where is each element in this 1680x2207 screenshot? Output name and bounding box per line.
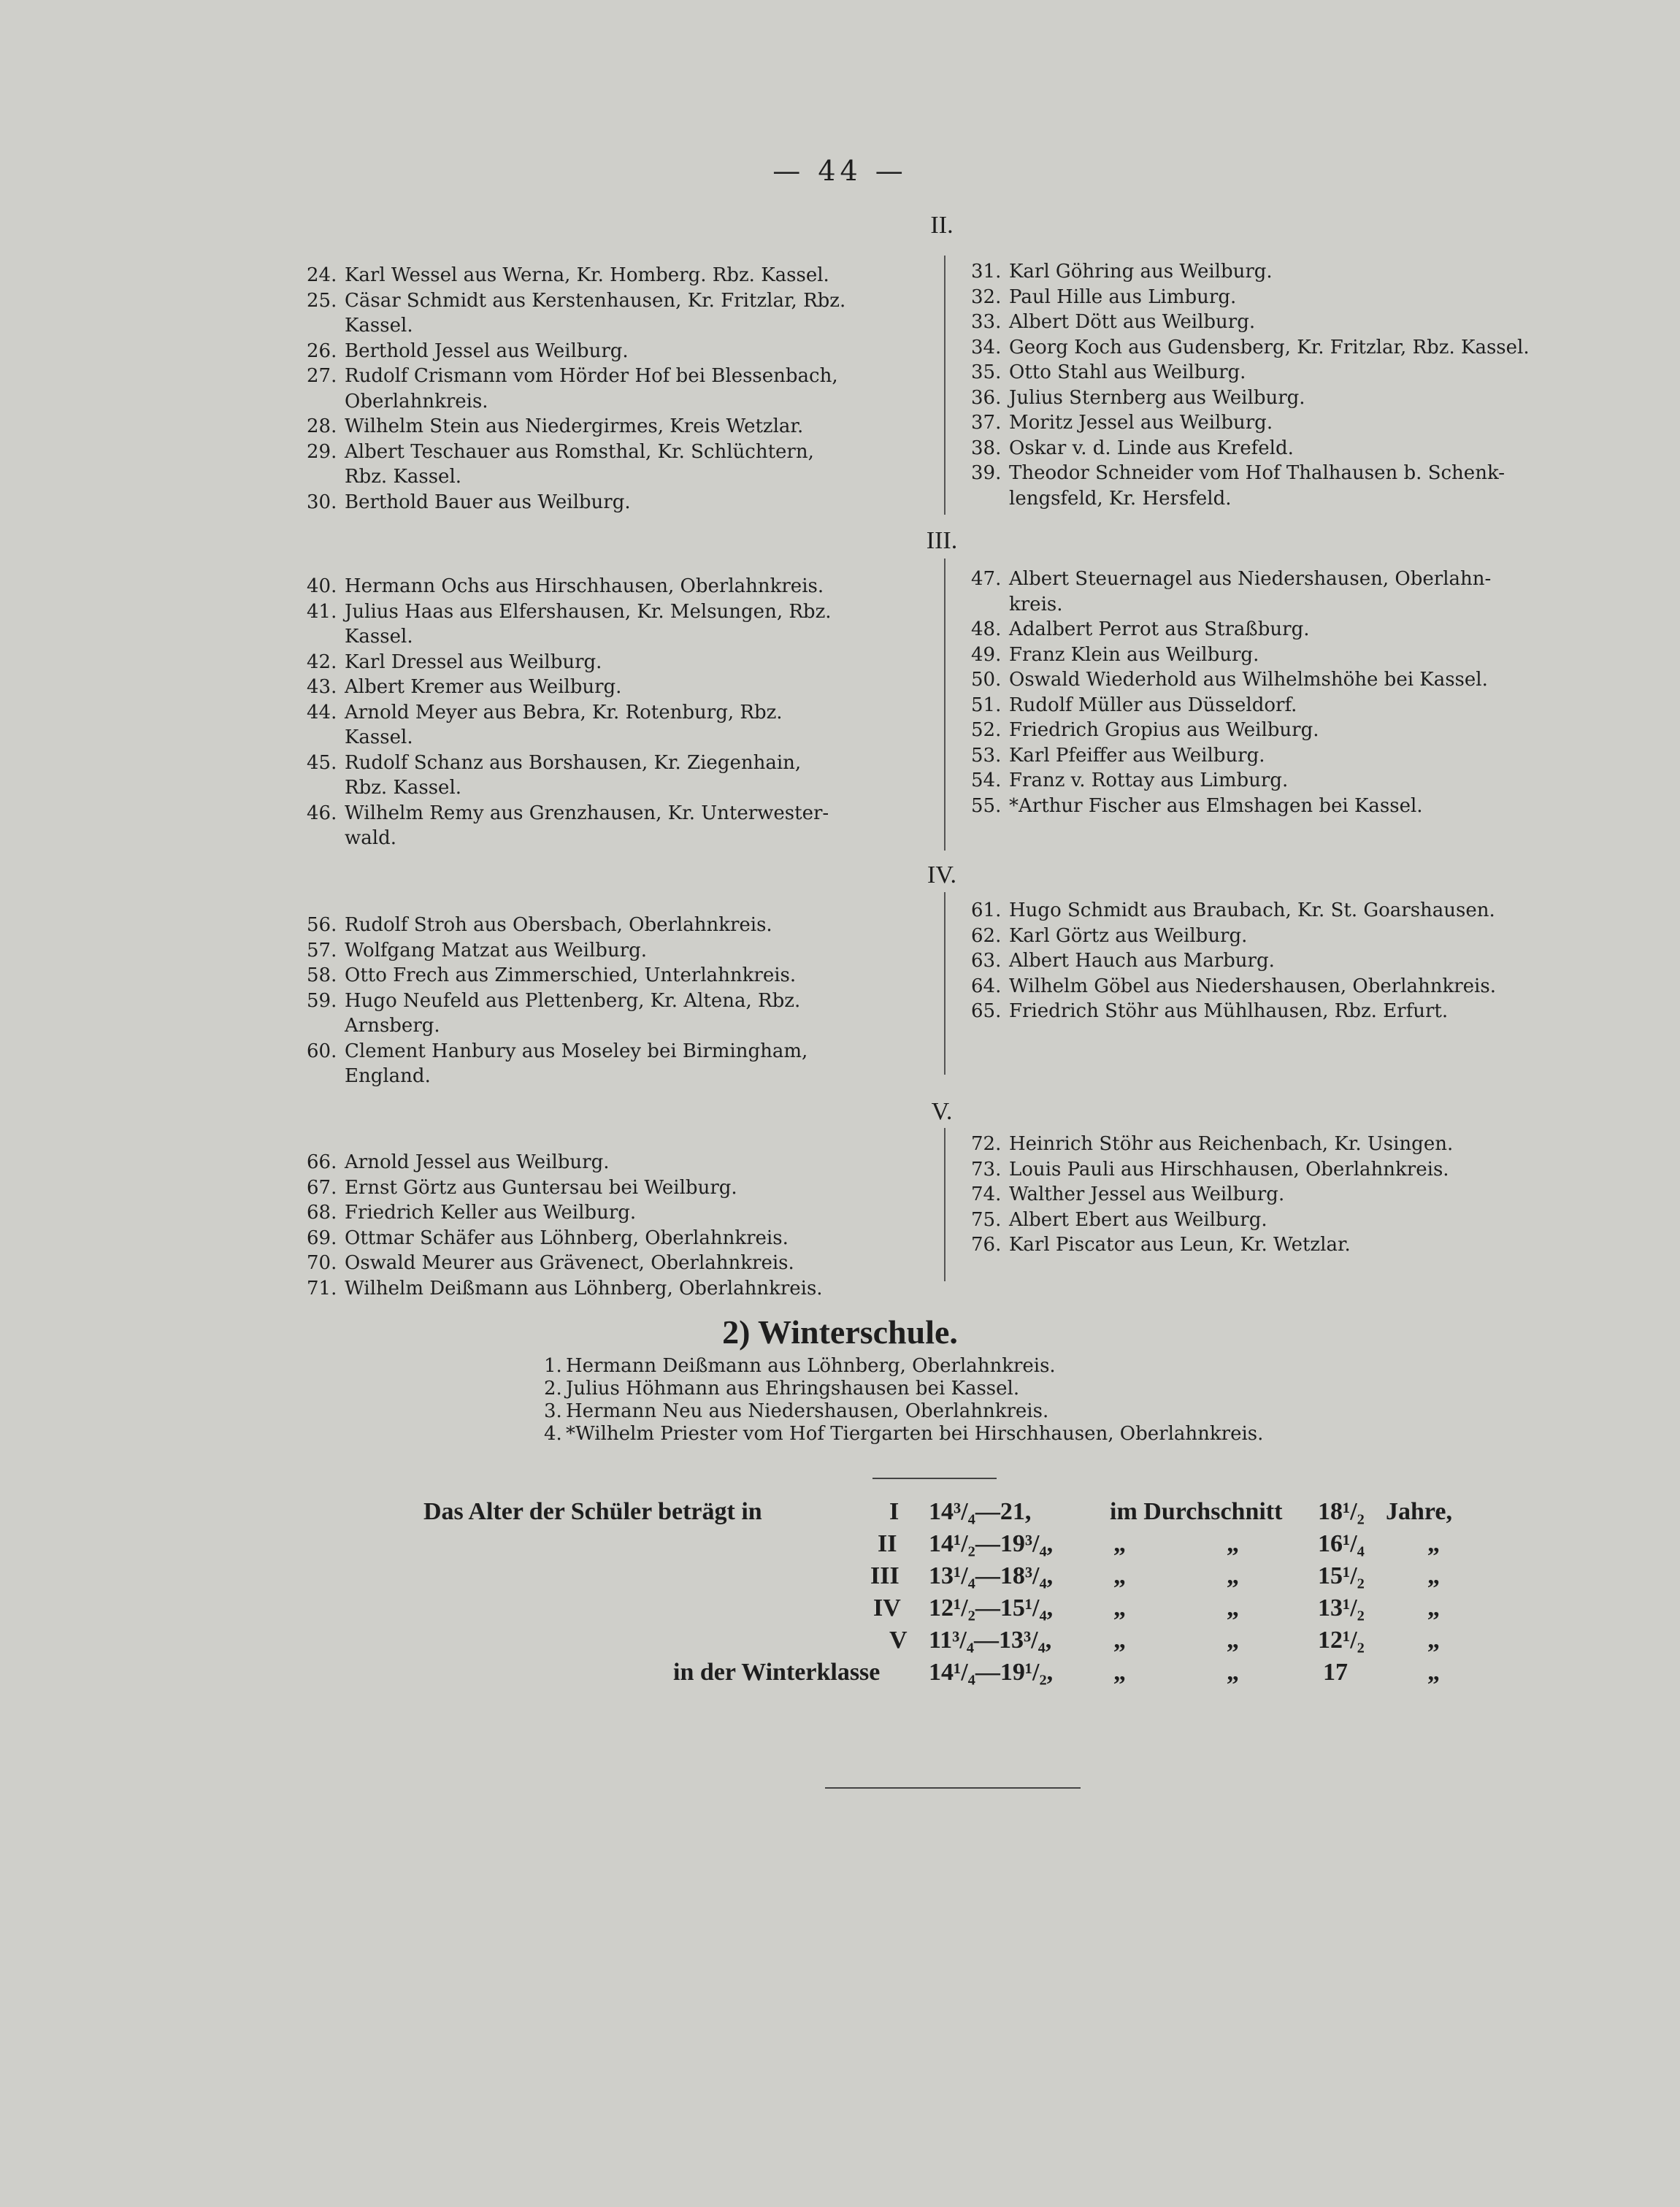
entry-number: 24.	[307, 264, 337, 286]
entry-number: 67.	[307, 1176, 337, 1199]
student-entry	[971, 768, 1628, 794]
student-entry	[307, 801, 935, 851]
age-row-2: II 14¹/₂—19³/₄, „ „ 16¹/₄ „	[878, 1530, 1440, 1557]
entry-text: *Arthur Fischer aus Elmshagen bei Kassel.	[1009, 794, 1423, 817]
entry-number: 30.	[307, 491, 337, 513]
student-entry	[307, 490, 935, 515]
student-entry	[971, 743, 1628, 769]
entry-number: 68.	[307, 1202, 337, 1224]
winter-item: 3. Hermann Neu aus Niedershausen, Oberlahnkreis.	[544, 1400, 1049, 1422]
entry-text-continued: Arnsberg.	[345, 1015, 440, 1037]
section-4-right-column	[971, 898, 1628, 1024]
entry-number: 43.	[307, 676, 337, 698]
entry-text: Otto Frech aus Zimmerschied, Unterlahnkreis.	[345, 964, 797, 986]
entry-text: Albert Ebert aus Weilburg.	[1009, 1208, 1267, 1231]
entry-text: Louis Pauli aus Hirschhausen, Oberlahnkreis.	[1009, 1158, 1449, 1181]
entry-number: 53.	[971, 744, 1002, 767]
student-entry	[971, 898, 1628, 924]
student-entry	[971, 461, 1628, 511]
entry-text: Rudolf Stroh aus Obersbach, Oberlahnkreis.	[345, 914, 772, 936]
student-entry	[307, 1200, 935, 1226]
section-5-left-column	[307, 1150, 935, 1301]
student-entry	[307, 288, 935, 339]
entry-text: Albert Dött aus Weilburg.	[1009, 311, 1256, 333]
entry-text: Karl Pfeiffer aus Weilburg.	[1009, 744, 1265, 767]
entry-text: Moritz Jessel aus Weilburg.	[1009, 412, 1273, 434]
entry-number: 45.	[307, 751, 337, 774]
entry-text: Ottmar Schäfer aus Löhnberg, Oberlahnkreis.	[345, 1227, 789, 1249]
age-unit: Jahre,	[1386, 1498, 1452, 1525]
student-entry	[307, 700, 935, 751]
entry-text-continued: England.	[345, 1065, 431, 1087]
entry-number: 29.	[307, 440, 337, 463]
student-entry	[971, 335, 1628, 361]
column-divider	[944, 1128, 946, 1281]
entry-number: 38.	[971, 437, 1002, 459]
student-entry	[971, 285, 1628, 310]
student-entry	[307, 989, 935, 1039]
student-entry	[971, 794, 1628, 819]
entry-text: Friedrich Gropius aus Weilburg.	[1009, 719, 1319, 741]
entry-text: Oswald Wiederhold aus Wilhelmshöhe bei Kassel.	[1009, 669, 1488, 691]
entry-text: Karl Dressel aus Weilburg.	[345, 650, 602, 673]
age-row-4: IV 12¹/₂—15¹/₄, „ „ 13¹/₂ „	[873, 1594, 1440, 1621]
entry-text: Albert Teschauer aus Romsthal, Kr. Schlüchtern,	[345, 440, 814, 463]
entry-number: 46.	[307, 802, 337, 824]
section-5-right-column	[971, 1132, 1628, 1258]
age-row-5: V 11³/₄—13³/₄, „ „ 12¹/₂ „	[889, 1627, 1440, 1654]
entry-text-continued: Kassel.	[345, 315, 413, 337]
entry-number: 40.	[307, 575, 337, 597]
entry-number: 69.	[307, 1227, 337, 1249]
age-intro: Das Alter der Schüler beträgt in	[423, 1498, 762, 1525]
student-entry	[971, 385, 1628, 411]
entry-number: 66.	[307, 1151, 337, 1173]
student-entry	[971, 310, 1628, 335]
entry-number: 41.	[307, 600, 337, 623]
entry-text: Franz v. Rottay aus Limburg.	[1009, 769, 1289, 791]
student-entry	[971, 410, 1628, 436]
entry-text: Wolfgang Matzat aus Weilburg.	[345, 939, 648, 962]
entry-number: 55.	[971, 794, 1002, 817]
page-number: — 44 —	[772, 155, 908, 187]
entry-text: Arnold Jessel aus Weilburg.	[345, 1151, 610, 1173]
entry-text: Albert Hauch aus Marburg.	[1009, 950, 1275, 972]
entry-number: 39.	[971, 462, 1002, 484]
column-divider	[944, 256, 946, 515]
student-entry	[307, 1226, 935, 1251]
entry-text-continued: Rbz. Kassel.	[345, 777, 462, 799]
entry-number: 61.	[971, 899, 1002, 921]
student-entry	[307, 675, 935, 700]
entry-text: Otto Stahl aus Weilburg.	[1009, 361, 1246, 383]
entry-number: 72.	[971, 1133, 1002, 1155]
entry-text-continued: Kassel.	[345, 726, 413, 748]
entry-text: Hermann Ochs aus Hirschhausen, Oberlahnkreis.	[345, 575, 824, 597]
student-entry	[971, 1182, 1628, 1208]
student-entry	[307, 1150, 935, 1175]
age-average: 18¹/₂	[1318, 1498, 1365, 1525]
entry-text: Rudolf Müller aus Düsseldorf.	[1009, 694, 1297, 716]
entry-number: 44.	[307, 701, 337, 723]
entry-text: Julius Haas aus Elfershausen, Kr. Melsungen, Rbz.	[345, 600, 832, 623]
entry-number: 58.	[307, 964, 337, 986]
student-entry	[971, 667, 1628, 693]
entry-number: 57.	[307, 939, 337, 962]
entry-text: Albert Steuernagel aus Niedershausen, Oberlahn-	[1009, 568, 1492, 590]
entry-text: Friedrich Stöhr aus Mühlhausen, Rbz. Erfurt.	[1009, 1000, 1449, 1022]
entry-number: 49.	[971, 643, 1002, 666]
end-rule	[825, 1787, 1081, 1789]
section-3-left-column	[307, 574, 935, 851]
entry-text: Karl Göhring aus Weilburg.	[1009, 261, 1273, 283]
entry-text: Theodor Schneider vom Hof Thalhausen b. Schenk-	[1009, 462, 1506, 484]
entry-number: 74.	[971, 1183, 1002, 1205]
student-entry	[307, 1175, 935, 1201]
student-entry	[307, 938, 935, 964]
entry-number: 62.	[971, 924, 1002, 947]
student-entry	[307, 1251, 935, 1276]
student-entry	[307, 1039, 935, 1089]
student-entry	[971, 360, 1628, 385]
entry-text: Wilhelm Remy aus Grenzhausen, Kr. Unterwester-	[345, 802, 829, 824]
section-title-4: IV.	[927, 861, 956, 888]
entry-text: Rudolf Schanz aus Borshausen, Kr. Ziegenhain,	[345, 751, 802, 774]
entry-text-continued: kreis.	[1009, 593, 1063, 615]
entry-number: 31.	[971, 261, 1002, 283]
student-entry	[307, 414, 935, 440]
student-entry	[971, 1208, 1628, 1233]
entry-text: Berthold Jessel aus Weilburg.	[345, 339, 629, 362]
student-entry	[971, 1232, 1628, 1258]
entry-text-continued: Kassel.	[345, 626, 413, 648]
winter-school-list	[544, 1355, 1263, 1446]
student-entry	[971, 924, 1628, 949]
section-title-5: V.	[931, 1098, 953, 1125]
entry-number: 73.	[971, 1158, 1002, 1181]
section-title-2: II.	[930, 212, 954, 239]
section-2-right-column	[971, 259, 1628, 511]
student-entry	[307, 339, 935, 364]
entry-text: Julius Sternberg aus Weilburg.	[1009, 386, 1305, 409]
student-entry	[971, 999, 1628, 1024]
entry-number: 76.	[971, 1234, 1002, 1256]
section-3-right-column	[971, 567, 1628, 818]
entry-number: 37.	[971, 412, 1002, 434]
entry-number: 36.	[971, 386, 1002, 409]
entry-number: 70.	[307, 1252, 337, 1274]
student-entry	[307, 263, 935, 288]
entry-number: 65.	[971, 1000, 1002, 1022]
entry-text: Adalbert Perrot aus Straßburg.	[1009, 618, 1310, 640]
entry-text: Oswald Meurer aus Grävenect, Oberlahnkreis.	[345, 1252, 794, 1274]
entry-number: 50.	[971, 669, 1002, 691]
entry-number: 25.	[307, 289, 337, 312]
entry-text: Walther Jessel aus Weilburg.	[1009, 1183, 1285, 1205]
entry-number: 35.	[971, 361, 1002, 383]
entry-number: 34.	[971, 336, 1002, 358]
student-entry	[971, 436, 1628, 461]
student-entry	[971, 617, 1628, 642]
entry-text-continued: wald.	[345, 827, 396, 849]
entry-text: Wilhelm Stein aus Niedergirmes, Kreis Wetzlar.	[345, 415, 804, 437]
entry-text: Albert Kremer aus Weilburg.	[345, 676, 622, 698]
winter-item: 2. Julius Höhmann aus Ehringshausen bei Kassel.	[544, 1378, 1020, 1400]
entry-text: Wilhelm Göbel aus Niedershausen, Oberlahnkreis.	[1009, 975, 1496, 997]
student-entry	[971, 948, 1628, 974]
entry-text: Georg Koch aus Gudensberg, Kr. Fritzlar, Rbz. Kassel.	[1009, 336, 1530, 358]
entry-number: 33.	[971, 311, 1002, 333]
entry-number: 59.	[307, 989, 337, 1012]
section-2-left-column	[307, 263, 935, 515]
entry-text: Karl Wessel aus Werna, Kr. Homberg. Rbz. Kassel.	[345, 264, 829, 286]
entry-number: 48.	[971, 618, 1002, 640]
student-entry	[971, 974, 1628, 999]
entry-text: Berthold Bauer aus Weilburg.	[345, 491, 631, 513]
student-entry	[307, 963, 935, 989]
student-entry	[971, 718, 1628, 743]
age-row-6: in der Winterklasse 14¹/₄—19¹/₂, „ „ 17 „	[673, 1659, 1440, 1686]
student-entry	[307, 650, 935, 675]
entry-text: Franz Klein aus Weilburg.	[1009, 643, 1259, 666]
entry-text-continued: Oberlahnkreis.	[345, 390, 488, 412]
column-divider	[944, 559, 946, 851]
student-entry	[307, 599, 935, 650]
entry-text: Hugo Schmidt aus Braubach, Kr. St. Goarshausen.	[1009, 899, 1495, 921]
entry-number: 47.	[971, 568, 1002, 590]
entry-text: Wilhelm Deißmann aus Löhnberg, Oberlahnkreis.	[345, 1277, 823, 1300]
entry-text: Paul Hille aus Limburg.	[1009, 285, 1237, 308]
entry-text: Karl Piscator aus Leun, Kr. Wetzlar.	[1009, 1234, 1351, 1256]
section-4-left-column	[307, 913, 935, 1089]
student-entry	[971, 1132, 1628, 1157]
section-title-3: III.	[926, 527, 958, 554]
student-entry	[971, 1157, 1628, 1183]
age-row-3: III 13¹/₄—18³/₄, „ „ 15¹/₂ „	[870, 1562, 1440, 1589]
entry-text: Karl Görtz aus Weilburg.	[1009, 924, 1248, 947]
entry-number: 71.	[307, 1277, 337, 1300]
column-divider	[944, 892, 946, 1075]
age-mid: im Durchschnitt	[1110, 1498, 1283, 1525]
entry-text: Oskar v. d. Linde aus Krefeld.	[1009, 437, 1294, 459]
entry-number: 56.	[307, 914, 337, 936]
student-entry	[307, 440, 935, 490]
student-entry	[307, 574, 935, 599]
entry-text-continued: lengsfeld, Kr. Hersfeld.	[1009, 487, 1232, 510]
entry-text: Hugo Neufeld aus Plettenberg, Kr. Altena, Rbz.	[345, 989, 801, 1012]
entry-text: Heinrich Stöhr aus Reichenbach, Kr. Usingen.	[1009, 1133, 1454, 1155]
entry-number: 51.	[971, 694, 1002, 716]
entry-number: 54.	[971, 769, 1002, 791]
entry-number: 26.	[307, 339, 337, 362]
student-entry	[307, 1276, 935, 1302]
entry-text: Cäsar Schmidt aus Kerstenhausen, Kr. Fritzlar, Rbz.	[345, 289, 846, 312]
student-entry	[971, 642, 1628, 668]
entry-number: 32.	[971, 285, 1002, 308]
entry-text: Friedrich Keller aus Weilburg.	[345, 1202, 637, 1224]
entry-number: 63.	[971, 950, 1002, 972]
divider-rule	[872, 1478, 997, 1479]
winter-item: 4. *Wilhelm Priester vom Hof Tiergarten bei Hirschhausen, Oberlahnkreis.	[544, 1423, 1264, 1445]
entry-number: 52.	[971, 719, 1002, 741]
age-row-1	[0, 1498, 1680, 1530]
entry-number: 27.	[307, 365, 337, 387]
entry-text-continued: Rbz. Kassel.	[345, 466, 462, 488]
student-entry	[307, 913, 935, 938]
age-range: 14³/₄—21,	[929, 1498, 1032, 1525]
entry-text: Arnold Meyer aus Bebra, Kr. Rotenburg, Rbz.	[345, 701, 783, 723]
entry-number: 60.	[307, 1040, 337, 1062]
entry-number: 28.	[307, 415, 337, 437]
entry-number: 75.	[971, 1208, 1002, 1231]
student-entry	[307, 751, 935, 801]
age-class: I	[889, 1498, 900, 1525]
student-entry	[971, 693, 1628, 718]
winter-item: 1. Hermann Deißmann aus Löhnberg, Oberlahnkreis.	[544, 1355, 1056, 1377]
student-entry	[307, 364, 935, 414]
entry-number: 64.	[971, 975, 1002, 997]
entry-text: Clement Hanbury aus Moseley bei Birmingham,	[345, 1040, 808, 1062]
entry-text: Rudolf Crismann vom Hörder Hof bei Blessenbach,	[345, 365, 838, 387]
student-entry	[971, 567, 1628, 617]
winter-school-title: 2) Winterschule.	[722, 1313, 958, 1351]
student-entry	[971, 259, 1628, 285]
entry-number: 42.	[307, 650, 337, 673]
entry-text: Ernst Görtz aus Guntersau bei Weilburg.	[345, 1176, 737, 1199]
